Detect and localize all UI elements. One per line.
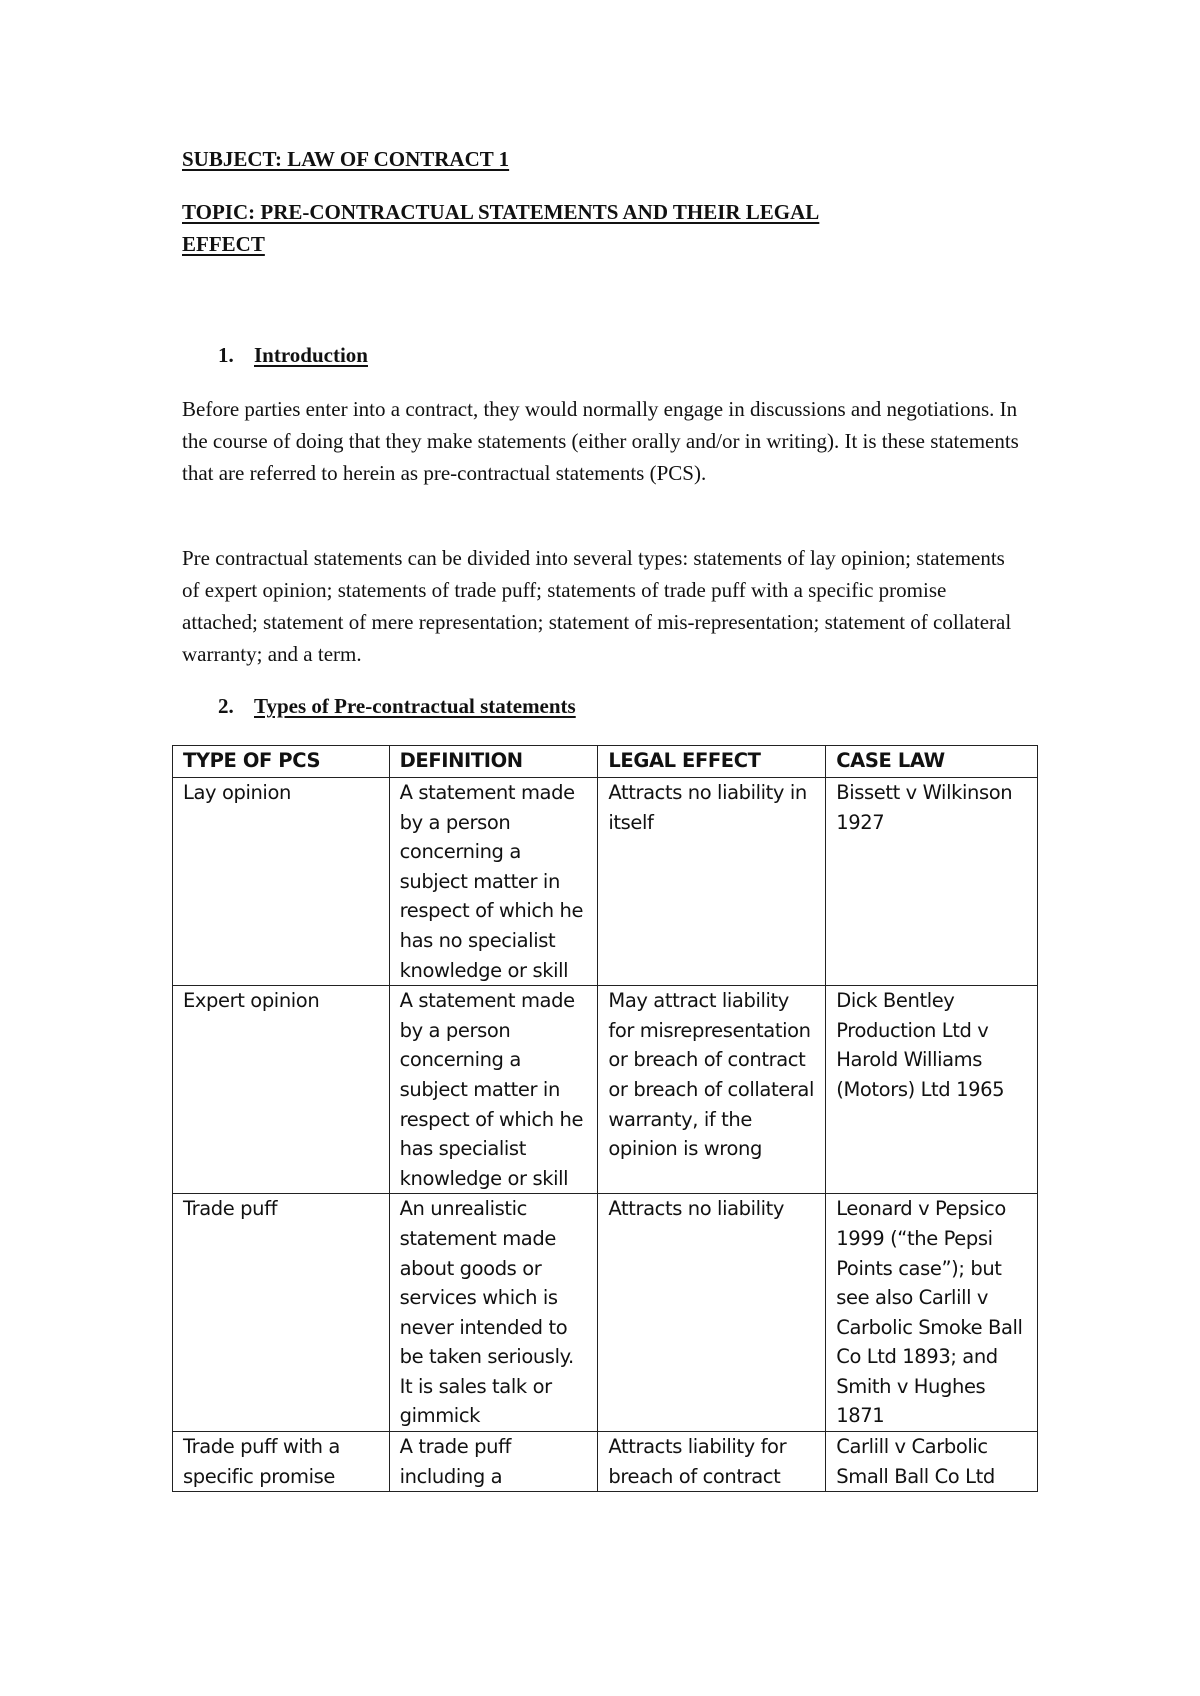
cell-type: Trade puff with a specific promise <box>173 1432 390 1492</box>
header-case-law: CASE LAW <box>826 746 1038 778</box>
cell-definition: A statement made by a person concerning a subject matter in respect of which he has no specialist knowledge or skill <box>389 778 598 986</box>
cell-type: Trade puff <box>173 1194 390 1432</box>
section-1-number: 1. <box>218 343 234 367</box>
pcs-types-table <box>172 745 1038 1492</box>
cell-type: Expert opinion <box>173 986 390 1194</box>
cell-legal-effect: Attracts no liability <box>598 1194 826 1432</box>
section-2-title: Types of Pre-contractual statements <box>254 694 576 718</box>
header-type: TYPE OF PCS <box>173 746 390 778</box>
cell-case-law: Carlill v Carbolic Small Ball Co Ltd <box>826 1432 1038 1492</box>
header-definition: DEFINITION <box>389 746 598 778</box>
table-row <box>173 986 1038 1194</box>
table-row <box>173 1432 1038 1492</box>
topic-heading: TOPIC: PRE-CONTRACTUAL STATEMENTS AND THEIR LEGAL <box>182 200 820 224</box>
header-legal-effect: LEGAL EFFECT <box>598 746 826 778</box>
section-1-title: Introduction <box>254 343 368 367</box>
cell-definition: A statement made by a person concerning a subject matter in respect of which he has specialist knowledge or skill <box>389 986 598 1194</box>
cell-definition: A trade puff including a <box>389 1432 598 1492</box>
cell-case-law: Dick Bentley Production Ltd v Harold Williams (Motors) Ltd 1965 <box>826 986 1038 1194</box>
topic-heading-continued: EFFECT <box>182 232 265 256</box>
types-paragraph: Pre contractual statements can be divided into several types: statements of lay opinion; statements of expert opinion; statements of trade puff; statements of trade puff with a specific promise attached; statement of mere representation; statement of mis-representation; statement of collateral warranty; and a term. <box>182 546 1012 666</box>
intro-paragraph: Before parties enter into a contract, they would normally engage in discussions and negotiations. In the course of doing that they make statements (either orally and/or in writing). It is these statements that are referred to herein as pre-contractual statements (PCS). <box>182 397 1019 485</box>
cell-legal-effect: May attract liability for misrepresentation or breach of contract or breach of collateral warranty, if the opinion is wrong <box>598 986 826 1194</box>
table-row <box>173 1194 1038 1432</box>
cell-legal-effect: Attracts liability for breach of contract <box>598 1432 826 1492</box>
section-2-number: 2. <box>218 694 234 718</box>
cell-definition: An unrealistic statement made about goods or services which is never intended to be taken seriously. It is sales talk or gimmick <box>389 1194 598 1432</box>
table-row <box>173 778 1038 986</box>
cell-legal-effect: Attracts no liability in itself <box>598 778 826 986</box>
cell-case-law: Leonard v Pepsico 1999 (“the Pepsi Points case”); but see also Carlill v Carbolic Smoke Ball Co Ltd 1893; and Smith v Hughes 1871 <box>826 1194 1038 1432</box>
cell-case-law: Bissett v Wilkinson 1927 <box>826 778 1038 986</box>
subject-heading: SUBJECT: LAW OF CONTRACT 1 <box>182 147 510 171</box>
table-header-row <box>173 746 1038 778</box>
cell-type: Lay opinion <box>173 778 390 986</box>
